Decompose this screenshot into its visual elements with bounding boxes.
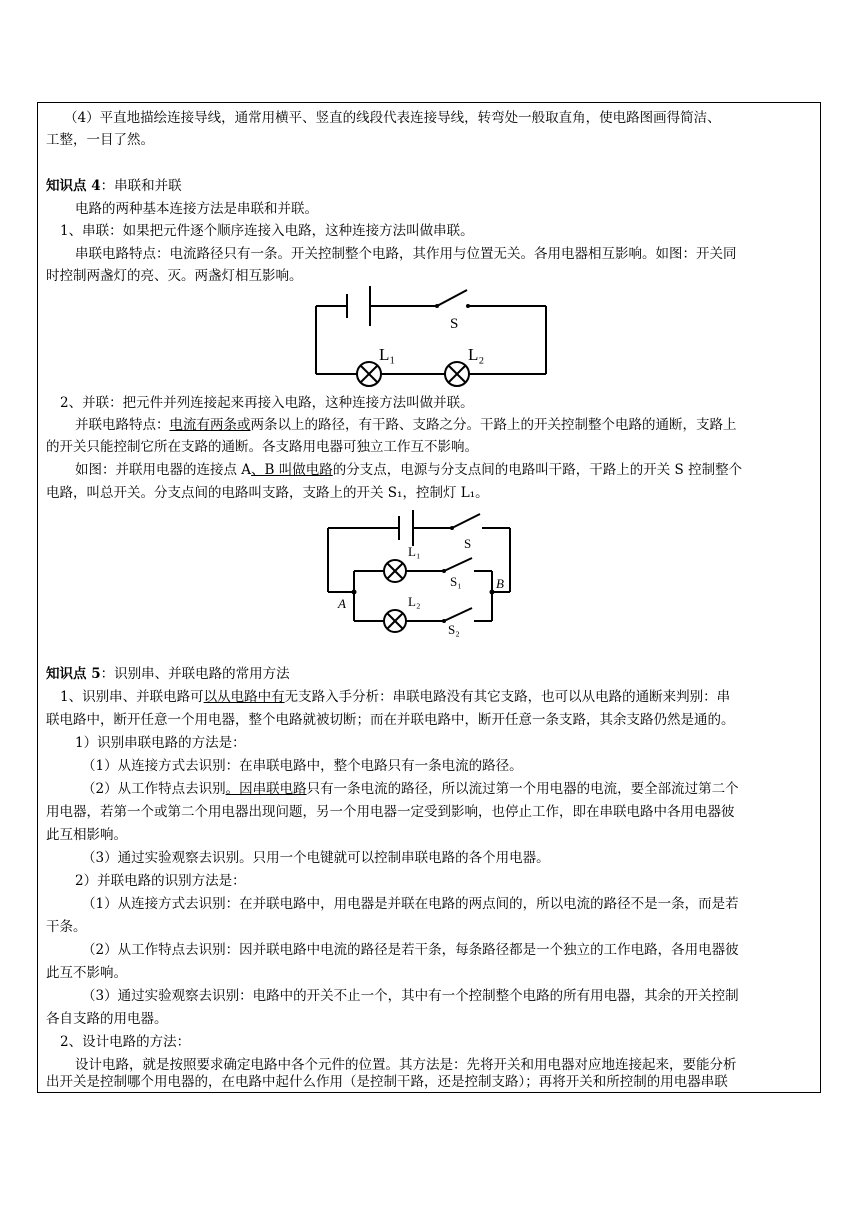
para-line: 设计电路，就是按照要求确定电路中各个元件的位置。其方法是：先将开关和用电器对应地连接起来，要能分析 bbox=[75, 1057, 737, 1073]
node-a-label: A bbox=[338, 596, 346, 611]
para-line bbox=[75, 416, 737, 434]
para-line: （2）从工作特点去识别：因并联电路中电流的路径是若干条，每条路径都是一个独立的工作电路，各用电器彼 bbox=[82, 942, 739, 958]
para-line: 的开关只能控制它所在支路的通断。各支路用电器可独立工作互不影响。 bbox=[46, 439, 478, 455]
section-heading-kp4 bbox=[46, 177, 182, 195]
para-line: 工整，一目了然。 bbox=[46, 132, 154, 148]
series-circuit-diagram bbox=[300, 282, 560, 392]
para-line: 2）并联电路的识别方法是： bbox=[75, 873, 246, 889]
lamp2-label: L₂ bbox=[408, 594, 421, 609]
text-run: 只有一条电流的路径，所以流过第一个用电器的电流，要全部流过第二个 bbox=[306, 781, 739, 797]
text-run-underlined: 。因串联电路 bbox=[225, 781, 307, 797]
section-heading-kp5 bbox=[46, 665, 290, 683]
para-line: 出开关是控制哪个用电器的，在电路中起什么作用（是控制干路，还是控制支路）；再将开关和所控制的用电器串联 bbox=[46, 1074, 728, 1090]
heading-label: 知识点 4 bbox=[46, 178, 101, 194]
text-run-underlined: 、B 叫做电路 bbox=[251, 462, 333, 478]
para-line bbox=[60, 688, 730, 706]
lamp1-label: L₁ bbox=[408, 544, 421, 559]
para-line: 干条。 bbox=[46, 919, 87, 935]
text-run: 无支路入手分析：串联电路没有其它支路，也可以从电路的通断来判别：串 bbox=[284, 689, 731, 705]
branch-switch2-label: S₂ bbox=[448, 622, 460, 637]
heading-label: 知识点 5 bbox=[46, 666, 101, 682]
parallel-circuit-diagram bbox=[320, 508, 520, 640]
branch-switch1-label: S₁ bbox=[450, 574, 462, 589]
para-line: （3）通过实验观察去识别：电路中的开关不止一个，其中有一个控制整个电路的所有用电器，其余的开关控制 bbox=[82, 988, 739, 1004]
heading-title: ：识别串、并联电路的常用方法 bbox=[100, 666, 290, 682]
para-line: 2、并联：把元件并列连接起来再接入电路，这种连接方法叫做并联。 bbox=[60, 395, 474, 411]
text-run: （2）从工作特点去识别 bbox=[82, 781, 226, 797]
para-line: 此互相影响。 bbox=[46, 827, 127, 843]
para-line: 联电路中，断开任意一个用电器，整个电路就被切断；而在并联电路中，断开任意一条支路，其余支路仍然是通的。 bbox=[46, 712, 735, 728]
para-line: 时控制两盏灯的亮、灭。两盏灯相互影响。 bbox=[46, 268, 303, 284]
para-line: 电路，叫总开关。分支点间的电路叫支路，支路上的开关 S₁，控制灯 L₁。 bbox=[46, 485, 489, 501]
para-line bbox=[82, 780, 739, 798]
node-b-label: B bbox=[496, 576, 504, 591]
text-run: 如图：并联用电器的连接点 A bbox=[75, 462, 252, 478]
para-line: 电路的两种基本连接方法是串联和并联。 bbox=[75, 201, 318, 217]
switch-label: S bbox=[464, 536, 472, 551]
para-line: 1、串联：如果把元件逐个顺序连接入电路，这种连接方法叫做串联。 bbox=[60, 223, 474, 239]
para-line: （3）通过实验观察去识别。只用一个电键就可以控制串联电路的各个用电器。 bbox=[82, 850, 550, 866]
text-run: 1、识别串、并联电路可 bbox=[60, 689, 204, 705]
para-line: 串联电路特点：电流路径只有一条。开关控制整个电路，其作用与位置无关。各用电器相互影响。如图：开关同 bbox=[75, 246, 737, 262]
text-run: 的分支点，电源与分支点间的电路叫干路，干路上的开关 S 控制整个 bbox=[332, 462, 743, 478]
para-line: （1）从连接方式去识别：在串联电路中，整个电路只有一条电流的路径。 bbox=[82, 758, 523, 774]
lamp1-label: L₁ bbox=[379, 345, 396, 364]
switch-label: S bbox=[450, 316, 459, 332]
text-run: 并联电路特点： bbox=[75, 417, 170, 433]
text-run: 两条以上的路径，有干路、支路之分。干路上的开关控制整个电路的通断，支路上 bbox=[250, 417, 737, 433]
para-line: 用电器，若第一个或第二个用电器出现问题，另一个用电器一定受到影响，也停止工作，即在串联电路中各用电器彼 bbox=[46, 804, 735, 820]
heading-title: ：串联和并联 bbox=[100, 178, 182, 194]
para-line: 此互不影响。 bbox=[46, 965, 127, 981]
para-line: 2、设计电路的方法： bbox=[60, 1034, 191, 1050]
text-run-underlined: 以从电路中有 bbox=[203, 689, 285, 705]
lamp2-label: L₂ bbox=[468, 345, 485, 364]
para-line: （1）从连接方式去识别：在并联电路中，用电器是并联在电路的两点间的，所以电流的路径不是一条，而是若 bbox=[82, 896, 739, 912]
para-line: （4）平直地描绘连接导线，通常用横平、竖直的线段代表连接导线，转弯处一般取直角，使电路图画得简洁、 bbox=[64, 110, 721, 126]
para-line: 1）识别串联电路的方法是： bbox=[75, 735, 246, 751]
para-line bbox=[75, 461, 742, 479]
text-run-underlined: 电流有两条或 bbox=[169, 417, 251, 433]
para-line: 各自支路的用电器。 bbox=[46, 1011, 168, 1027]
